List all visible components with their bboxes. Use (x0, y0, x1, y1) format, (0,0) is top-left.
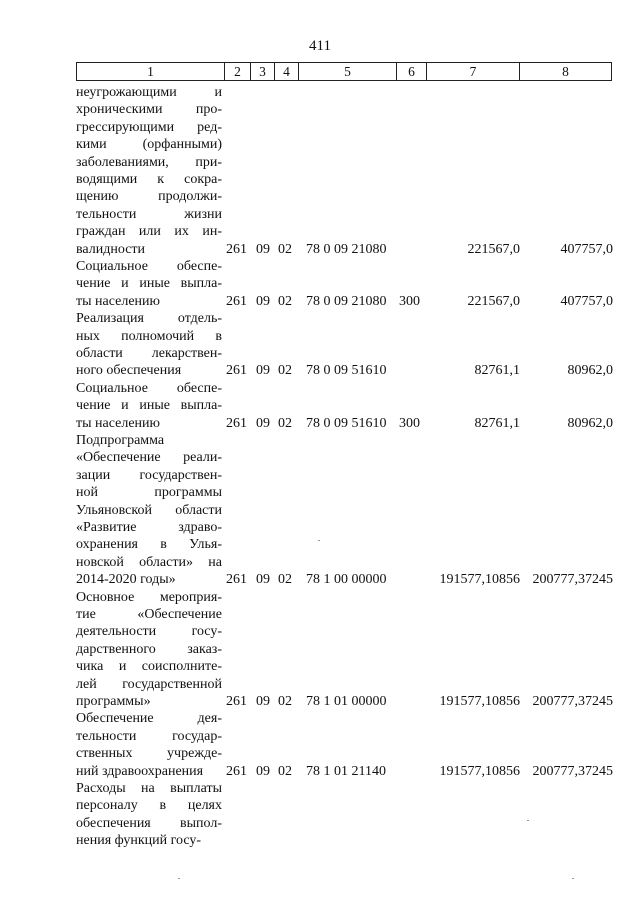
cell-col-5: 78 0 09 21080 (306, 293, 387, 309)
cell-col-4: 02 (278, 293, 292, 309)
table-header (76, 62, 612, 81)
row-name-line: щению продолжи- (76, 189, 222, 205)
row-name-cell (76, 380, 222, 432)
cell-col-3: 09 (256, 293, 270, 309)
table-row (0, 589, 640, 711)
cell-col-5: 78 0 09 51610 (306, 415, 387, 431)
row-name-line: водящими к сокра- (76, 171, 222, 187)
cell-col-5: 78 1 01 21140 (306, 763, 386, 779)
row-name-line: персоналу в целях (76, 798, 222, 814)
row-name-cell (76, 589, 222, 711)
row-name-line: новской области» на (76, 554, 222, 570)
cell-col-5: 78 1 00 00000 (306, 572, 387, 588)
header-col-6: 6 (397, 63, 427, 80)
row-name-line: Ульяновской области (76, 502, 222, 518)
scan-speck (527, 820, 529, 821)
row-name-line: Социальное обеспе- (76, 259, 222, 274)
row-name-line: ний здравоохранения (76, 763, 204, 779)
cell-col-4: 02 (278, 363, 292, 379)
row-name-line: Реализация отдель- (76, 311, 222, 327)
cell-col-4: 02 (278, 693, 292, 709)
row-name-line: хроническими про- (76, 102, 222, 118)
cell-col-4: 02 (278, 763, 292, 779)
cell-col-7: 191577,10856 (439, 693, 520, 709)
table-row (0, 432, 640, 589)
row-name-line: 2014-2020 годы» (76, 572, 176, 588)
cell-col-8: 407757,0 (560, 241, 613, 257)
row-name-line: Социальное обеспе- (76, 380, 222, 396)
row-name-cell (76, 432, 222, 589)
row-name-line: Основное мероприя- (76, 589, 222, 605)
header-col-4: 4 (275, 63, 299, 80)
cell-col-3: 09 (256, 363, 270, 379)
cell-col-5: 78 0 09 21080 (306, 241, 387, 257)
cell-col-8: 200777,37245 (532, 763, 613, 779)
row-name-line: ты населению (76, 415, 160, 431)
row-name-line: нения функций госу- (76, 833, 202, 849)
cell-col-5: 78 1 01 00000 (306, 693, 387, 709)
cell-col-2: 261 (226, 363, 247, 379)
row-name-line: тельности жизни (76, 206, 222, 222)
row-name-line: программы» (76, 693, 151, 709)
row-name-line: чение и иные выпла- (76, 398, 222, 414)
row-name-line: дарственного заказ- (76, 641, 222, 657)
cell-col-2: 261 (226, 241, 247, 257)
table-row (0, 310, 640, 380)
cell-col-7: 221567,0 (467, 293, 520, 309)
row-name-cell (76, 84, 222, 258)
header-col-1: 1 (77, 63, 225, 80)
row-name-cell (76, 310, 222, 380)
row-name-line: кими (орфанными) (76, 137, 222, 153)
cell-col-3: 09 (256, 763, 270, 779)
row-name-line: чение и иные выпла- (76, 276, 222, 292)
row-name-line: граждан или их ин- (76, 224, 222, 240)
table-row (0, 380, 640, 432)
row-name-line: ного обеспечения (76, 363, 182, 379)
cell-col-3: 09 (256, 572, 270, 588)
scan-speck (318, 540, 320, 541)
cell-col-8: 407757,0 (560, 293, 613, 309)
row-name-line: ты населению (76, 293, 160, 309)
row-name-line: деятельности госу- (76, 624, 222, 640)
row-name-cell (76, 710, 222, 780)
row-name-cell (76, 258, 222, 310)
row-name-line: ных полномочий в (76, 328, 222, 344)
scan-speck (178, 878, 180, 879)
cell-col-3: 09 (256, 415, 270, 431)
cell-col-2: 261 (226, 293, 247, 309)
row-name-line: зации государствен- (76, 467, 222, 483)
row-name-line: лей государственной (76, 676, 222, 692)
cell-col-4: 02 (278, 572, 292, 588)
cell-col-8: 80962,0 (567, 363, 613, 379)
cell-col-6: 300 (399, 415, 420, 431)
row-name-line: заболеваниями, при- (76, 154, 222, 170)
cell-col-4: 02 (278, 415, 292, 431)
table-row (0, 258, 640, 310)
header-col-2: 2 (225, 63, 251, 80)
row-name-line: обеспечения выпол- (76, 815, 222, 831)
cell-col-2: 261 (226, 415, 247, 431)
cell-col-6: 300 (399, 293, 420, 309)
row-name-line: ственных учрежде- (76, 746, 222, 762)
row-name-line: области лекарствен- (76, 345, 222, 361)
cell-col-8: 200777,37245 (532, 572, 613, 588)
cell-col-7: 82761,1 (474, 363, 520, 379)
cell-col-4: 02 (278, 241, 292, 257)
cell-col-7: 191577,10856 (439, 763, 520, 779)
cell-col-7: 82761,1 (474, 415, 520, 431)
scan-speck (572, 878, 574, 879)
cell-col-8: 200777,37245 (532, 693, 613, 709)
header-col-3: 3 (251, 63, 275, 80)
page-number: 411 (309, 38, 331, 54)
row-name-line: грессирующими ред- (76, 119, 222, 135)
header-col-5: 5 (299, 63, 397, 80)
header-col-7: 7 (427, 63, 520, 80)
row-name-line: «Обеспечение реали- (76, 450, 222, 466)
row-name-line: тие «Обеспечение (76, 606, 222, 622)
row-name-line: тельности государ- (76, 728, 222, 744)
cell-col-3: 09 (256, 241, 270, 257)
header-col-8: 8 (562, 64, 569, 79)
cell-col-7: 221567,0 (467, 241, 520, 257)
row-name-line: Подпрограмма (76, 433, 165, 448)
cell-col-2: 261 (226, 763, 247, 779)
table-row (0, 84, 640, 258)
row-name-line: охранения в Улья- (76, 537, 222, 553)
row-name-line: валидности (76, 241, 146, 257)
row-name-line: неугрожающими и (76, 85, 222, 100)
row-name-cell (76, 780, 222, 850)
row-name-line: «Развитие здраво- (76, 519, 222, 535)
cell-col-2: 261 (226, 693, 247, 709)
table-row (0, 710, 640, 780)
row-name-line: чика и соисполните- (76, 659, 222, 675)
row-name-line: Расходы на выплаты (76, 781, 222, 796)
cell-col-3: 09 (256, 693, 270, 709)
cell-col-5: 78 0 09 51610 (306, 363, 387, 379)
row-name-line: ной программы (76, 485, 222, 501)
table-row (0, 780, 640, 850)
cell-col-2: 261 (226, 572, 247, 588)
cell-col-7: 191577,10856 (439, 572, 520, 588)
row-name-line: Обеспечение дея- (76, 711, 222, 727)
cell-col-8: 80962,0 (567, 415, 613, 431)
